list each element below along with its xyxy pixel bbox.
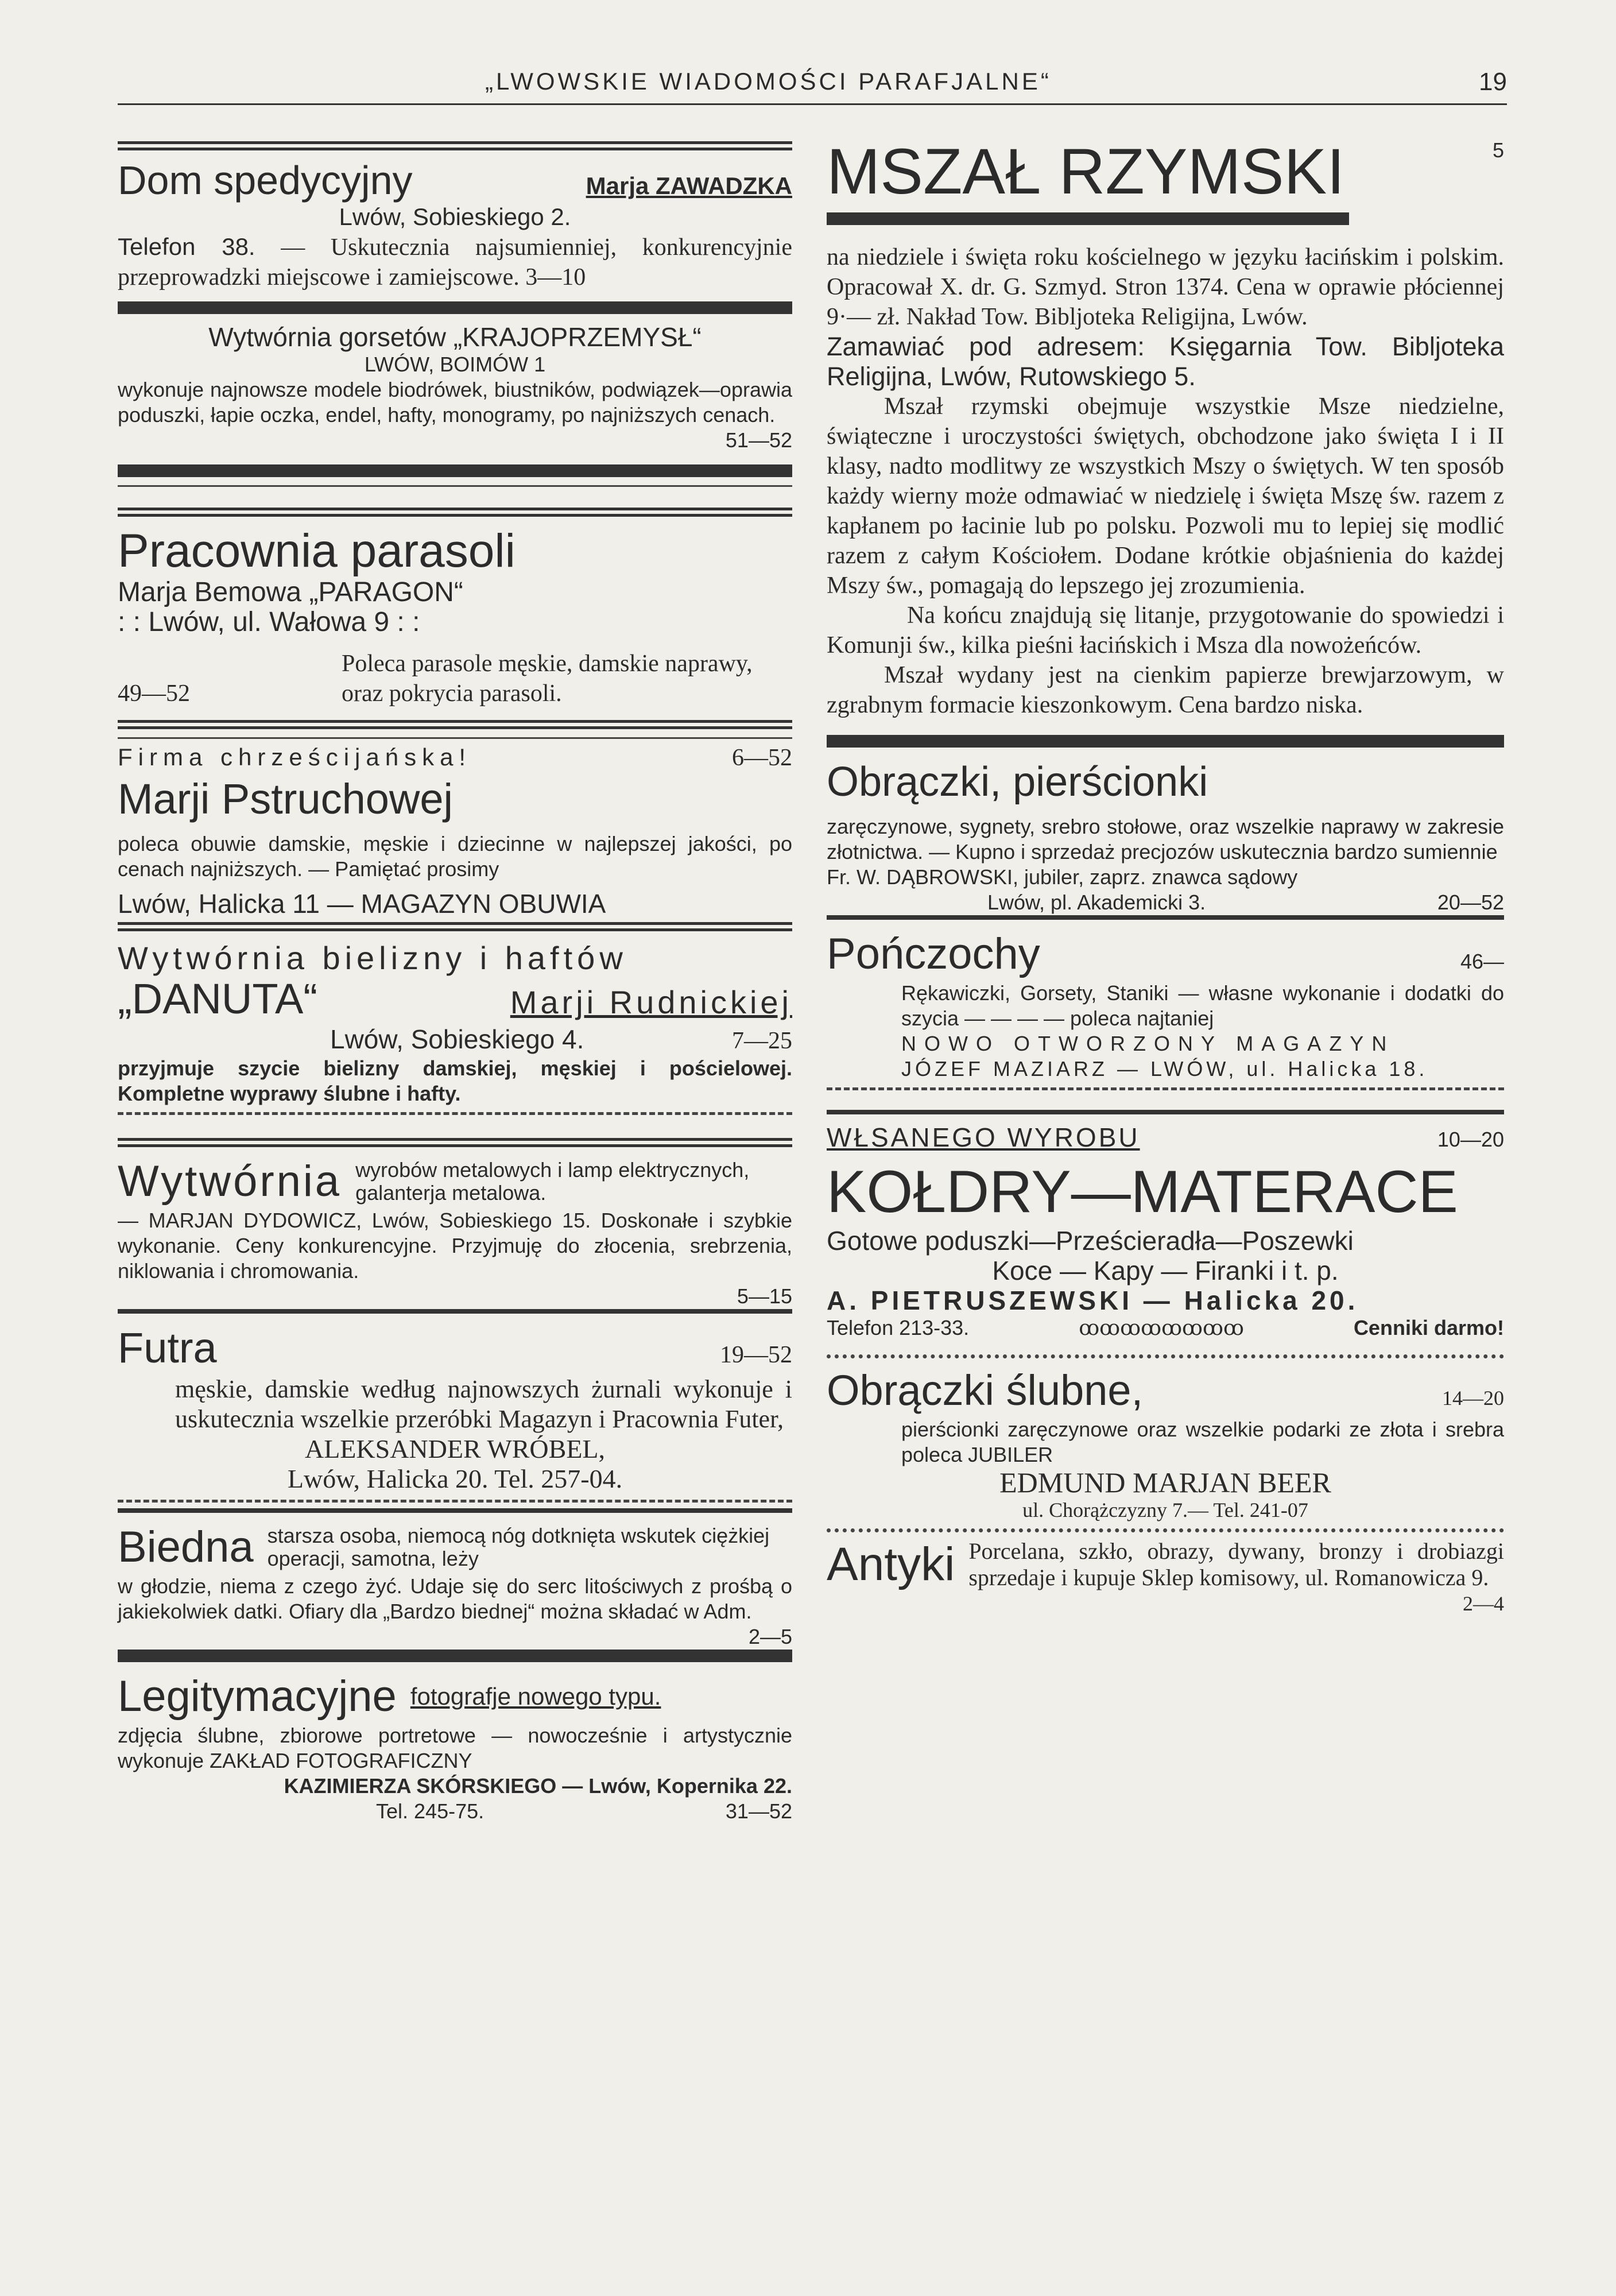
divider (118, 141, 792, 150)
publication-title: „LWOWSKIE WIADOMOŚCI PARAFJALNE“ (485, 68, 1052, 95)
ad-line-1: Gotowe poduszki—Prześcieradła—Poszewki (827, 1226, 1354, 1256)
ad-number: 5 (1492, 138, 1504, 162)
ad-body-2: Mszał rzymski obejmuje wszystkie Msze niedzielne, świąteczne i uroczystości świętych, obchodzone jako święta I i II klasy, nadto modlitwy ze wszystkich Mszy o świętych. W ten sposób każdy wierny może odmawiać w niedzielę i święta Mszę św. razem z kapłanem po łacinie lub po polsku. Pozwoli mu to lepiej się modlić razem z całym Kościołem. Dodane krótkie objaśnienia do każdej Mszy św., pomagają do lepszego jej zrozumienia. (827, 393, 1504, 599)
ad-body: Porcelana, szkło, obrazy, dywany, bronzy i drobiazgi sprzedaje i kupuje Sklep komisowy, ul. Romanowicza 9. (968, 1538, 1504, 1590)
ad-phone: Telefon 38. (118, 233, 255, 260)
divider (827, 915, 1504, 920)
divider (118, 737, 792, 739)
ad-title: Obrączki ślubne, (827, 1366, 1144, 1414)
ad-title: Legitymacyjne (118, 1672, 397, 1721)
ad-body: Poleca parasole męskie, damskie naprawy, oraz pokrycia parasoli. (342, 651, 753, 707)
ad-body-3: Na końcu znajdują się litanje, przygotowanie do spowiedzi i Komunji św., kilka pieśni łacińskich i Msza dla nowożeńców. (827, 602, 1504, 659)
ad-koldry (827, 1122, 1504, 1341)
ad-number: 7—25 (732, 1028, 792, 1054)
ad-title: Obrączki, pierścionki (827, 759, 1208, 805)
divider (118, 1112, 792, 1115)
divider (118, 485, 792, 487)
ad-address: Lwów, Sobieskiego 2. (339, 203, 571, 230)
ad-obraczki-slubne (827, 1364, 1504, 1523)
ad-body: na niedziele i święta roku kościelnego w języku łacińskim i polskim. Opracował X. dr. G. Szmyd. Stron 1374. Cena w oprawie płóciennej 9·— zł. Nakład Tow. Bibljoteka Religijna, Lwów. (827, 244, 1504, 330)
divider (118, 301, 792, 314)
divider (118, 1650, 792, 1662)
divider (118, 464, 792, 477)
ad-phone: Telefon 213-33. (827, 1316, 970, 1339)
ad-address: Lwów, pl. Akademicki 3. (987, 890, 1206, 914)
ad-phone: Tel. 245-75. (376, 1799, 485, 1823)
ad-address: Lwów, Halicka 20. Tel. 257-04. (287, 1464, 623, 1493)
divider (827, 1087, 1504, 1090)
ad-store: NOWO OTWORZONY MAGAZYN (901, 1032, 1395, 1055)
ad-body: przyjmuje szycie bielizny damskiej, męskiej i pościelowej. Kompletne wyprawy ślubne i hafty. (118, 1056, 792, 1105)
ad-address: Lwów, Sobieskiego 4. (330, 1024, 584, 1054)
ad-antyki (827, 1538, 1504, 1616)
ad-owner: Marji Rudnickiej (510, 984, 792, 1020)
ornament: ꝏꝏꝏꝏꝏꝏꝏꝏ (1079, 1317, 1244, 1339)
ad-number: 2—4 (1463, 1592, 1504, 1615)
ad-address: Lwów, Halicka 11 — MAGAZYN OBUWIA (118, 889, 606, 919)
ad-title: Pracownia parasoli (118, 525, 516, 577)
ad-subtitle: fotografje nowego typu. (410, 1683, 661, 1710)
divider (118, 922, 792, 931)
page-number: 19 (1479, 68, 1507, 96)
ad-address: LWÓW, BOIMÓW 1 (364, 353, 546, 376)
ad-title: Wytwórnia (118, 1157, 342, 1206)
ad-body: Rękawiczki, Gorsety, Staniki — własne wykonanie i dodatki do szycia — — — — poleca najtaniej (901, 981, 1504, 1030)
ad-body: męskie, damskie według najnowszych żurnali wykonuje i uskutecznia wszelkie przeróbki Magazyn i Pracownia Futer, (175, 1375, 792, 1433)
divider (827, 1528, 1504, 1532)
ad-title: Pończochy (827, 930, 1040, 978)
ad-mszal (827, 135, 1504, 720)
ad-title: Biedna (118, 1523, 254, 1571)
divider (827, 1110, 1504, 1114)
ad-body: pierścionki zaręczynowe oraz wszelkie podarki ze złota i srebra poleca JUBILER (901, 1418, 1504, 1466)
ad-number: 10—20 (1437, 1128, 1504, 1151)
ad-metal (118, 1155, 792, 1309)
ad-title: Wytwórnia bielizny i haftów (118, 940, 627, 976)
ad-body: w głodzie, niema z czego żyć. Udaje się do serc litościwych z prośbą o jakiekolwiek datki. Ofiary dla „Bardzo biednej“ można składać w Adm. (118, 1574, 792, 1623)
ad-number: 49—52 (118, 680, 190, 707)
header-rule (118, 103, 1507, 105)
ad-obuwie (118, 742, 792, 919)
divider (827, 212, 1349, 225)
divider (827, 1354, 1504, 1358)
ad-title: Wytwórnia gorsetów „KRAJOPRZEMYSŁ“ (208, 322, 702, 352)
divider (118, 1508, 792, 1513)
ad-number: 2—5 (748, 1625, 792, 1648)
ad-legitymacyjne (118, 1670, 792, 1824)
divider (118, 508, 792, 517)
ad-body: zdjęcia ślubne, zbiorowe portretowe — nowocześnie i artystycznie wykonuje ZAKŁAD FOTOGRAFICZNY (118, 1724, 792, 1772)
right-column (827, 135, 1504, 1616)
ad-number: 6—52 (732, 745, 792, 771)
ad-line-2: Koce — Kapy — Firanki i t. p. (992, 1256, 1339, 1286)
ad-number: 31—52 (725, 1799, 792, 1823)
ad-label: Firma chrześcijańska! (118, 744, 472, 771)
ad-number: 51—52 (725, 428, 792, 452)
ad-biedna (118, 1521, 792, 1650)
ad-body: wykonuje najnowsze modele biodrówek, biustników, podwiązek—oprawia poduszki, łapie oczka, endel, hafty, monogramy, po najniższych cenach. (118, 378, 792, 427)
ad-number: 5—15 (737, 1284, 792, 1308)
ad-number: 19—52 (720, 1342, 792, 1368)
ad-ponczochy (827, 928, 1504, 1082)
ad-label: WŁSANEGO WYROBU (827, 1122, 1140, 1152)
divider (827, 735, 1504, 748)
ad-owner: Fr. W. DĄBROWSKI, jubiler, zaprz. znawca sądowy (827, 865, 1298, 889)
ad-number: 14—20 (1442, 1387, 1504, 1410)
ad-body: zaręczynowe, sygnety, srebro stołowe, oraz wszelkie naprawy w zakresie złotnictwa. — Kupno i sprzedaż precjozów uskutecznia bardzo sumiennie (827, 815, 1504, 864)
ad-danuta (118, 939, 792, 1106)
ad-futra (118, 1322, 792, 1494)
ad-obraczki (827, 756, 1504, 915)
ad-number: 3—10 (525, 264, 586, 291)
ad-owner: JÓZEF MAZIARZ — LWÓW, ul. Halicka 18. (901, 1057, 1428, 1081)
ad-subtitle: starsza osoba, niemocą nóg dotknięta wskutek ciężkiej operacji, samotna, leży (267, 1524, 770, 1570)
ad-body: — MARJAN DYDOWICZ, Lwów, Sobieskiego 15. Doskonałe i szybkie wykonanie. Ceny konkurencyjne. Przyjmuję do złocenia, srebrzenia, niklowania i chromowania. (118, 1209, 792, 1283)
divider (118, 720, 792, 729)
ad-address: : : Lwów, ul. Wałowa 9 : : (118, 607, 420, 637)
ad-body-4: Mszał wydany jest na cienkim papierze brewjarzowym, w zgrabnym formacie kieszonkowym. Cena bardzo niska. (827, 662, 1504, 718)
ad-owner: Marja ZAWADZKA (586, 172, 792, 199)
ad-gorsety (118, 322, 792, 453)
ad-title: Futra (118, 1324, 217, 1372)
ad-title: Marji Pstruchowej (118, 775, 453, 823)
ad-title: MSZAŁ RZYMSKI (827, 135, 1345, 207)
ad-owner: A. PIETRUSZEWSKI — Halicka 20. (827, 1286, 1359, 1315)
ad-number: 46— (1460, 950, 1504, 973)
ad-owner: EDMUND MARJAN BEER (999, 1466, 1331, 1499)
ad-body: — Uskutecznia najsumienniej, konkurencyjnie przeprowadzki miejscowe i zamiejscowe. (118, 234, 792, 291)
ad-owner: Marja Bemowa „PARAGON“ (118, 577, 463, 607)
ad-dom-spedycyjny (118, 158, 792, 292)
ad-title: Dom spedycyjny (118, 158, 413, 203)
divider (118, 1500, 792, 1503)
ad-address: ul. Chorążczyzny 7.— Tel. 241-07 (1022, 1499, 1308, 1521)
ad-cta: Cenniki darmo! (1353, 1316, 1504, 1339)
left-column (118, 138, 792, 1824)
ad-subtitle: wyrobów metalowych i lamp elektrycznych, galanterja metalowa. (355, 1158, 750, 1205)
ad-title: KOŁDRY—MATERACE (827, 1159, 1458, 1225)
ad-number: 20—52 (1437, 890, 1504, 914)
ad-order: Zamawiać pod adresem: Księgarnia Tow. Bibljoteka Religijna, Lwów, Rutowskiego 5. (827, 332, 1504, 391)
ad-title: Antyki (827, 1538, 955, 1590)
divider (118, 1309, 792, 1314)
ad-parasole (118, 525, 792, 708)
ad-body: poleca obuwie damskie, męskie i dziecinne w najlepszej jakości, po cenach najniższych. — Pamiętać prosimy (118, 832, 792, 881)
divider (118, 1138, 792, 1147)
ad-owner: KAZIMIERZA SKÓRSKIEGO — Lwów, Kopernika 22. (284, 1774, 792, 1798)
page-header (118, 63, 1507, 104)
ad-name: „DANUTA“ (118, 975, 318, 1023)
ad-owner: ALEKSANDER WRÓBEL, (304, 1434, 606, 1463)
